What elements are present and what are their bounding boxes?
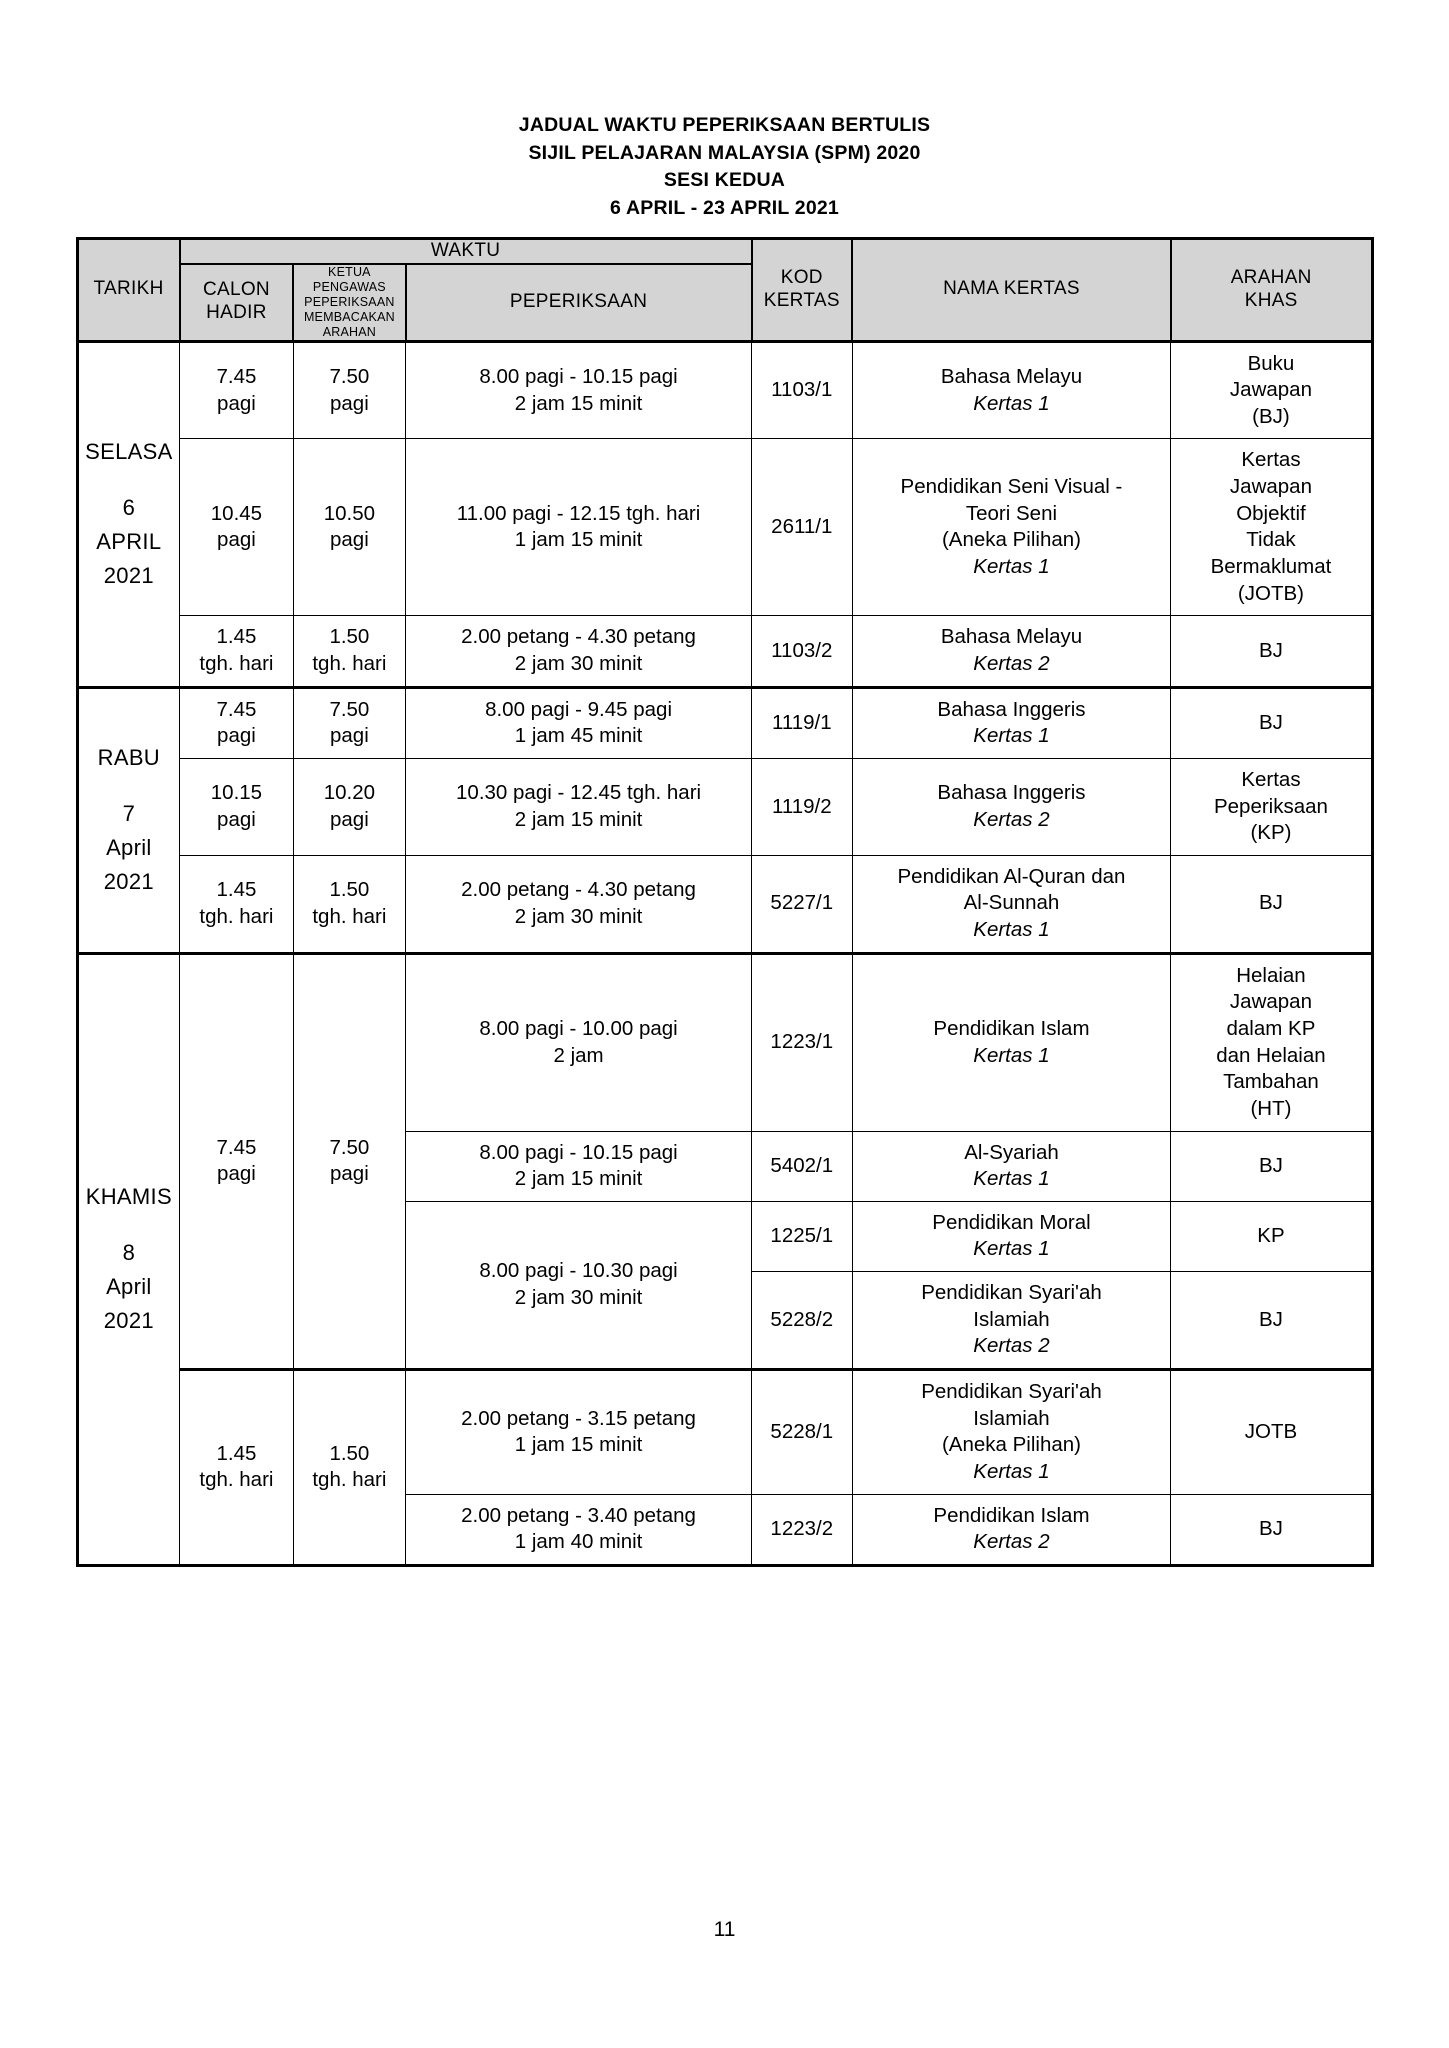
arahan-line-5: Bermaklumat — [1210, 555, 1332, 579]
header-tarikh: TARIKH — [77, 238, 180, 341]
arahan-line-1: Buku — [1247, 351, 1295, 375]
calon-hadir-cell — [180, 341, 294, 439]
document-title — [0, 0, 1449, 223]
peperiksaan-duration: 2 jam 30 minit — [514, 1285, 643, 1309]
header-row-1 — [77, 238, 1372, 263]
arahan-khas-cell: BJ — [1171, 616, 1372, 687]
arahan-khas-cell: KP — [1171, 1201, 1372, 1271]
peperiksaan-duration: 1 jam 45 minit — [514, 724, 643, 748]
table-row — [77, 439, 1372, 616]
header-ketua-line2: PENGAWAS — [312, 279, 386, 294]
kod-kertas-cell: 1103/2 — [752, 616, 853, 687]
header-peperiksaan: PEPERIKSAAN — [406, 264, 752, 342]
calon-hadir-time: 10.45 — [210, 501, 263, 525]
arahan-line-1: Kertas — [1241, 448, 1301, 472]
peperiksaan-duration: 1 jam 15 minit — [514, 1433, 643, 1457]
kertas-label: Kertas 2 — [973, 1530, 1050, 1554]
nama-kertas-cell — [852, 1272, 1171, 1370]
arahan-khas-cell — [1171, 439, 1372, 616]
title-line-1: JADUAL WAKTU PEPERIKSAAN BERTULIS — [518, 114, 931, 136]
date-line-3: 2021 — [103, 1308, 154, 1334]
nama-kertas-line: Bahasa Inggeris — [937, 781, 1086, 805]
nama-kertas-line: Pendidikan Islam — [933, 1503, 1090, 1527]
ketua-time: 7.50 — [329, 364, 370, 388]
arahan-line-1: Helaian — [1236, 963, 1306, 987]
ketua-period: tgh. hari — [312, 904, 387, 928]
day-name: RABU — [97, 744, 160, 770]
header-ketua-line3: PEPERIKSAAN — [304, 294, 395, 309]
date-line-1: 7 — [122, 801, 136, 827]
arahan-khas-cell — [1171, 341, 1372, 439]
ketua-time: 1.50 — [329, 625, 370, 649]
calon-hadir-period: pagi — [217, 1162, 256, 1186]
arahan-line-5: Tambahan — [1223, 1070, 1319, 1094]
nama-kertas-cell — [852, 953, 1171, 1131]
nama-kertas-line: Bahasa Melayu — [940, 364, 1083, 388]
ketua-period: tgh. hari — [312, 1468, 387, 1492]
arahan-khas-cell: JOTB — [1171, 1370, 1372, 1495]
ketua-period: pagi — [330, 528, 369, 552]
header-arahan-line1: ARAHAN — [1230, 266, 1312, 288]
header-ketua-line5: ARAHAN — [322, 324, 377, 339]
kertas-label: Kertas 2 — [973, 651, 1050, 675]
calon-hadir-period: pagi — [217, 391, 256, 415]
peperiksaan-range: 11.00 pagi - 12.15 tgh. hari — [456, 501, 701, 525]
peperiksaan-range: 8.00 pagi - 10.00 pagi — [479, 1017, 678, 1040]
ketua-time: 1.50 — [329, 878, 370, 902]
table-row — [77, 758, 1372, 855]
peperiksaan-range: 10.30 pagi - 12.45 tgh. hari — [456, 781, 702, 805]
arahan-line-6: (HT) — [1250, 1096, 1292, 1120]
spacer — [79, 469, 180, 491]
arahan-line-3: Objektif — [1236, 501, 1306, 525]
table-row — [77, 616, 1372, 687]
nama-kertas-line: Teori Seni — [965, 501, 1058, 525]
peperiksaan-cell — [406, 616, 752, 687]
calon-hadir-cell — [180, 439, 294, 616]
ketua-pengawas-cell — [293, 687, 405, 758]
header-arahan-line2: KHAS — [1244, 289, 1298, 311]
peperiksaan-cell — [406, 439, 752, 616]
ketua-pengawas-cell — [293, 439, 405, 616]
kod-kertas-cell: 5402/1 — [752, 1131, 853, 1201]
calon-hadir-period: pagi — [217, 724, 256, 748]
spacer — [79, 1214, 180, 1236]
nama-kertas-line: Pendidikan Islam — [933, 1017, 1090, 1040]
table-row — [77, 855, 1372, 953]
arahan-khas-cell: BJ — [1171, 1494, 1372, 1565]
kod-kertas-cell: 1223/2 — [752, 1494, 853, 1565]
title-line-2: SIJIL PELAJARAN MALAYSIA (SPM) 2020 — [528, 141, 921, 164]
calon-hadir-period: tgh. hari — [199, 1468, 274, 1492]
peperiksaan-range: 2.00 petang - 3.40 petang — [461, 1503, 696, 1527]
calon-hadir-time: 7.45 — [216, 1135, 257, 1159]
arahan-line-2: Jawapan — [1229, 475, 1312, 499]
nama-kertas-cell — [852, 1201, 1171, 1271]
header-calon-line2: HADIR — [206, 302, 267, 324]
arahan-line-1: Kertas — [1241, 767, 1301, 791]
peperiksaan-range: 2.00 petang - 3.15 petang — [461, 1406, 696, 1430]
ketua-time: 1.50 — [329, 1441, 370, 1465]
kod-kertas-cell: 1225/1 — [752, 1201, 853, 1271]
peperiksaan-cell — [406, 855, 752, 953]
ketua-pengawas-cell — [293, 341, 405, 439]
date-line-3: 2021 — [103, 869, 154, 895]
nama-kertas-cell — [852, 1131, 1171, 1201]
nama-kertas-line: Al-Sunnah — [963, 891, 1060, 915]
ketua-period: pagi — [330, 724, 369, 748]
ketua-pengawas-cell — [293, 855, 405, 953]
ketua-period: pagi — [330, 1162, 369, 1186]
nama-kertas-cell — [852, 758, 1171, 855]
peperiksaan-range: 8.00 pagi - 10.30 pagi — [479, 1259, 678, 1283]
ketua-pengawas-cell — [293, 1370, 405, 1566]
peperiksaan-cell — [406, 687, 752, 758]
arahan-line-4: dan Helaian — [1216, 1043, 1326, 1067]
ketua-pengawas-cell — [293, 953, 405, 1369]
calon-hadir-time: 1.45 — [216, 625, 257, 649]
calon-hadir-cell — [180, 758, 294, 855]
header-calon-hadir — [180, 264, 294, 342]
kod-kertas-cell: 1119/1 — [752, 687, 853, 758]
page-number: 11 — [713, 1918, 736, 1941]
kod-kertas-cell: 5228/2 — [752, 1272, 853, 1370]
arahan-khas-cell: BJ — [1171, 1131, 1372, 1201]
date-line-2: April — [106, 1274, 152, 1300]
peperiksaan-duration: 1 jam 15 minit — [514, 528, 643, 552]
calon-hadir-time: 10.15 — [210, 781, 263, 805]
peperiksaan-duration: 2 jam 30 minit — [514, 904, 643, 928]
nama-kertas-line: Al-Syariah — [964, 1140, 1059, 1164]
kertas-label: Kertas 1 — [973, 724, 1050, 748]
kertas-label: Kertas 1 — [973, 391, 1050, 415]
peperiksaan-range: 2.00 petang - 4.30 petang — [461, 878, 696, 902]
ketua-time: 7.50 — [329, 697, 370, 721]
kertas-label: Kertas 1 — [973, 555, 1050, 579]
spacer — [79, 775, 180, 797]
header-nama-kertas: NAMA KERTAS — [852, 238, 1171, 341]
table-body — [77, 341, 1372, 1565]
peperiksaan-duration: 2 jam 15 minit — [514, 807, 643, 831]
kertas-label: Kertas 1 — [973, 1167, 1050, 1191]
nama-kertas-cell — [852, 341, 1171, 439]
nama-kertas-cell — [852, 855, 1171, 953]
header-kod-kertas — [752, 238, 853, 341]
ketua-pengawas-cell — [293, 616, 405, 687]
kertas-label: Kertas 1 — [973, 918, 1050, 942]
date-line-1: 8 — [122, 1240, 136, 1266]
header-ketua-pengawas — [293, 264, 405, 342]
header-ketua-line4: MEMBACAKAN — [303, 309, 395, 324]
ketua-period: pagi — [330, 391, 369, 415]
peperiksaan-range: 2.00 petang - 4.30 petang — [461, 625, 696, 649]
nama-kertas-cell — [852, 439, 1171, 616]
nama-kertas-line: Pendidikan Moral — [932, 1210, 1091, 1234]
arahan-line-2: Jawapan — [1229, 990, 1312, 1014]
peperiksaan-cell — [406, 1131, 752, 1201]
kod-kertas-cell: 5228/1 — [752, 1370, 853, 1495]
kod-kertas-cell: 1103/1 — [752, 341, 853, 439]
ketua-period: tgh. hari — [312, 651, 387, 675]
arahan-line-3: dalam KP — [1226, 1017, 1316, 1040]
kertas-label: Kertas 1 — [973, 1237, 1050, 1261]
kertas-label: Kertas 2 — [973, 807, 1050, 831]
calon-hadir-time: 7.45 — [216, 364, 257, 388]
peperiksaan-range: 8.00 pagi - 9.45 pagi — [485, 697, 673, 721]
kertas-label: Kertas 2 — [973, 1334, 1050, 1358]
day-name: SELASA — [85, 438, 173, 464]
header-ketua-line1: KETUA — [328, 264, 371, 279]
peperiksaan-cell — [406, 758, 752, 855]
arahan-line-6: (JOTB) — [1237, 581, 1304, 605]
calon-hadir-period: tgh. hari — [199, 904, 274, 928]
table-row — [77, 687, 1372, 758]
timetable-container — [76, 237, 1374, 1567]
kertas-label: Kertas 1 — [973, 1043, 1050, 1067]
nama-kertas-line: Pendidikan Seni Visual - — [900, 475, 1123, 499]
ketua-time: 7.50 — [329, 1135, 370, 1159]
date-line-3: 2021 — [103, 563, 154, 589]
calon-hadir-cell — [180, 1370, 294, 1566]
arahan-line-2: Jawapan — [1229, 378, 1312, 402]
nama-kertas-cell — [852, 616, 1171, 687]
peperiksaan-duration: 2 jam 30 minit — [514, 651, 643, 675]
calon-hadir-period: pagi — [217, 528, 256, 552]
calon-hadir-cell — [180, 953, 294, 1369]
arahan-khas-cell: BJ — [1171, 687, 1372, 758]
calon-hadir-cell — [180, 616, 294, 687]
header-kod-line2: KERTAS — [763, 289, 840, 311]
calon-hadir-time: 1.45 — [216, 1441, 257, 1465]
date-cell-selasa — [77, 341, 180, 687]
calon-hadir-cell — [180, 687, 294, 758]
nama-kertas-line: Pendidikan Al-Quran dan — [897, 864, 1126, 888]
arahan-khas-cell — [1171, 953, 1372, 1131]
calon-hadir-cell — [180, 855, 294, 953]
peperiksaan-duration: 2 jam — [553, 1043, 604, 1067]
nama-kertas-line: (Aneka Pilihan) — [941, 528, 1081, 552]
date-cell-rabu — [77, 687, 180, 953]
nama-kertas-cell — [852, 1494, 1171, 1565]
nama-kertas-line: Bahasa Inggeris — [937, 697, 1086, 721]
nama-kertas-cell — [852, 1370, 1171, 1495]
table-row — [77, 1370, 1372, 1495]
ketua-period: pagi — [330, 807, 369, 831]
calon-hadir-time: 1.45 — [216, 878, 257, 902]
title-line-4: 6 APRIL - 23 APRIL 2021 — [610, 197, 839, 220]
day-name: KHAMIS — [85, 1184, 172, 1210]
header-kod-line1: KOD — [780, 266, 823, 288]
peperiksaan-cell — [406, 341, 752, 439]
kod-kertas-cell: 2611/1 — [752, 439, 853, 616]
nama-kertas-cell — [852, 687, 1171, 758]
date-cell-khamis — [77, 953, 180, 1565]
peperiksaan-duration: 1 jam 40 minit — [514, 1530, 643, 1554]
peperiksaan-cell — [406, 1494, 752, 1565]
kod-kertas-cell: 1223/1 — [752, 953, 853, 1131]
arahan-line-4: Tidak — [1246, 528, 1296, 552]
nama-kertas-line: Islamiah — [973, 1406, 1050, 1430]
arahan-khas-cell — [1171, 758, 1372, 855]
arahan-khas-cell: BJ — [1171, 855, 1372, 953]
nama-kertas-line: Pendidikan Syari'ah — [921, 1281, 1102, 1305]
nama-kertas-line: (Aneka Pilihan) — [941, 1433, 1081, 1457]
table-row — [77, 953, 1372, 1131]
arahan-line-3: (BJ) — [1252, 404, 1290, 428]
header-arahan-khas — [1171, 238, 1372, 341]
table-row — [77, 341, 1372, 439]
exam-schedule-table — [76, 237, 1374, 1567]
peperiksaan-range: 8.00 pagi - 10.15 pagi — [479, 1140, 678, 1164]
kod-kertas-cell: 1119/2 — [752, 758, 853, 855]
peperiksaan-cell — [406, 1370, 752, 1495]
table-header — [77, 238, 1372, 341]
calon-hadir-period: pagi — [217, 807, 256, 831]
header-waktu: WAKTU — [180, 238, 752, 263]
ketua-pengawas-cell — [293, 758, 405, 855]
calon-hadir-period: tgh. hari — [199, 651, 274, 675]
peperiksaan-duration: 2 jam 15 minit — [514, 391, 643, 415]
peperiksaan-cell — [406, 1201, 752, 1369]
nama-kertas-line: Islamiah — [973, 1307, 1050, 1331]
arahan-line-3: (KP) — [1250, 821, 1292, 845]
nama-kertas-line: Pendidikan Syari'ah — [921, 1380, 1102, 1404]
nama-kertas-line: Bahasa Melayu — [940, 625, 1083, 649]
date-line-2: APRIL — [96, 529, 162, 555]
title-line-3: SESI KEDUA — [663, 169, 786, 192]
arahan-line-2: Peperiksaan — [1213, 794, 1328, 818]
peperiksaan-cell — [406, 953, 752, 1131]
ketua-time: 10.50 — [323, 501, 376, 525]
arahan-khas-cell: BJ — [1171, 1272, 1372, 1370]
date-line-1: 6 — [122, 494, 136, 520]
peperiksaan-duration: 2 jam 15 minit — [514, 1167, 643, 1191]
ketua-time: 10.20 — [323, 781, 376, 805]
calon-hadir-time: 7.45 — [216, 697, 257, 721]
date-line-2: April — [106, 835, 152, 861]
peperiksaan-range: 8.00 pagi - 10.15 pagi — [479, 364, 678, 388]
kod-kertas-cell: 5227/1 — [752, 855, 853, 953]
header-calon-line1: CALON — [202, 279, 270, 301]
kertas-label: Kertas 1 — [973, 1459, 1050, 1483]
